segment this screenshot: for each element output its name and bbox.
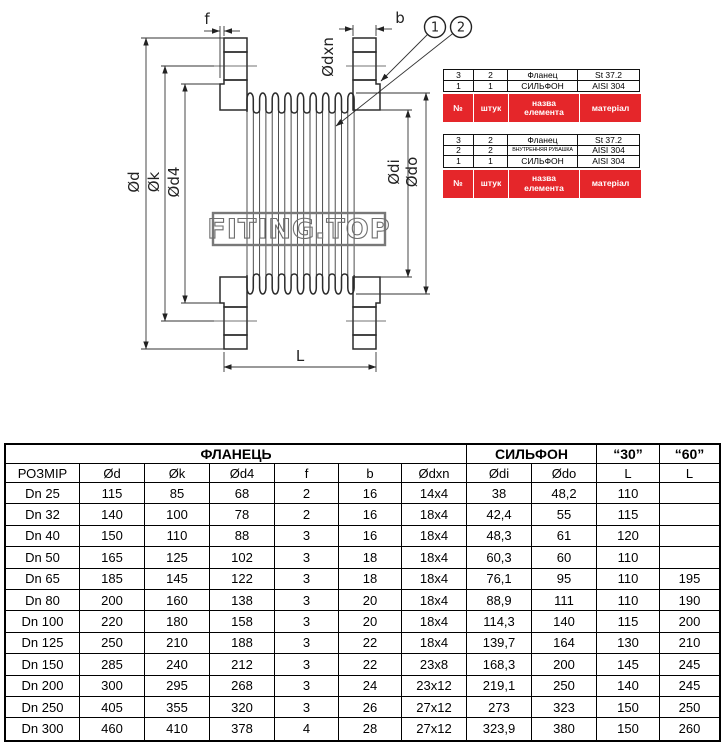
spec-cell: 160 <box>145 590 210 611</box>
spec-row-size: Dn 40 <box>6 526 80 547</box>
spec-cell: 23x12 <box>402 676 467 697</box>
spec-row-size: Dn 300 <box>6 718 80 739</box>
bom-header-cell: № <box>443 94 473 122</box>
dim-label-d: Ød <box>125 171 143 193</box>
spec-cell: 245 <box>660 654 719 675</box>
spec-cell: 295 <box>145 676 210 697</box>
flange-right <box>353 38 380 349</box>
spec-row-size: Dn 50 <box>6 547 80 568</box>
spec-cell: 3 <box>275 676 339 697</box>
spec-cell: 180 <box>145 611 210 632</box>
spec-cell: 18x4 <box>402 590 467 611</box>
bom-cell: St 37.2 <box>578 70 639 81</box>
bom-cell: AISI 304 <box>592 80 625 91</box>
spec-cell: 22 <box>339 654 402 675</box>
spec-cell: 26 <box>339 697 402 718</box>
spec-cell: 380 <box>532 718 597 739</box>
spec-cell: 355 <box>145 697 210 718</box>
spec-cell: 55 <box>532 504 597 525</box>
spec-cell: 130 <box>597 633 660 654</box>
spec-cell: 3 <box>275 633 339 654</box>
spec-cell: 111 <box>532 590 597 611</box>
bom-header-cell: назва елемента <box>509 170 579 198</box>
spec-cell: 42,4 <box>467 504 532 525</box>
bom-cell: Фланец <box>508 70 578 81</box>
spec-cell: 150 <box>597 718 660 739</box>
spec-cell: 20 <box>339 590 402 611</box>
bom-cell: СИЛЬФОН <box>508 81 578 92</box>
bom-cell: 2 <box>474 146 508 157</box>
bom-cell: 3 <box>444 70 474 81</box>
spec-cell: 165 <box>80 547 145 568</box>
bom-cell: ВНУТРЕННЯЯ РУБАШКА <box>508 146 578 157</box>
spec-cell: 16 <box>339 483 402 504</box>
spec-column-header: Ød <box>80 464 145 483</box>
spec-cell: 18x4 <box>402 547 467 568</box>
spec-cell: 110 <box>597 547 660 568</box>
spec-cell: 3 <box>275 654 339 675</box>
spec-cell: 250 <box>532 676 597 697</box>
bom-header-cell: назва елемента <box>509 94 579 122</box>
spec-row-size: Dn 65 <box>6 569 80 590</box>
spec-cell: 110 <box>597 590 660 611</box>
spec-cell: 260 <box>678 721 701 737</box>
spec-column-header: L <box>660 464 719 483</box>
spec-row-size: Dn 125 <box>6 633 80 654</box>
bom-header-cell: матеріал <box>580 94 641 122</box>
spec-cell: 60,3 <box>467 547 532 568</box>
dim-label-dxn: Ødxn <box>319 37 337 77</box>
bom-table-2-header <box>443 170 640 198</box>
bolt-centerlines <box>214 66 386 321</box>
bom-cell: St 37.2 <box>578 135 639 146</box>
spec-cell: 220 <box>80 611 145 632</box>
bom-cell: 1 <box>474 156 508 167</box>
spec-row-size: Dn 250 <box>6 697 80 718</box>
spec-cell: 18x4 <box>402 504 467 525</box>
dim-L <box>224 347 376 372</box>
bom-cell: СИЛЬФОН <box>508 156 578 167</box>
spec-cell: 18 <box>339 547 402 568</box>
spec-cell: 16 <box>339 526 402 547</box>
spec-cell: 23x8 <box>402 654 467 675</box>
spec-cell: 3 <box>275 569 339 590</box>
spec-cell: 410 <box>145 718 210 739</box>
spec-cell <box>660 547 719 568</box>
spec-cell: 2 <box>275 504 339 525</box>
bellows-top-profile <box>247 93 354 113</box>
spec-table <box>4 443 721 742</box>
spec-cell: 3 <box>275 590 339 611</box>
spec-cell: 38 <box>467 483 532 504</box>
spec-cell: 185 <box>80 569 145 590</box>
watermark-text: FITING.TOP <box>207 214 391 245</box>
bom-cell: 1 <box>444 81 474 92</box>
spec-cell: 195 <box>660 569 719 590</box>
bom-table-1 <box>443 69 640 122</box>
bellows-bottom-profile <box>247 274 354 294</box>
spec-cell: 188 <box>210 633 275 654</box>
spec-cell: 300 <box>80 676 145 697</box>
bom-header-cell: штук <box>474 170 508 198</box>
spec-cell: 138 <box>210 590 275 611</box>
spec-cell: 285 <box>80 654 145 675</box>
spec-cell: 268 <box>210 676 275 697</box>
spec-cell: 4 <box>275 718 339 739</box>
spec-cell: 18x4 <box>402 633 467 654</box>
spec-cell <box>660 483 719 504</box>
spec-cell: 78 <box>210 504 275 525</box>
spec-cell: 60 <box>532 547 597 568</box>
spec-cell: 28 <box>339 718 402 739</box>
spec-cell: 190 <box>660 590 719 611</box>
bom-table-2-rows <box>443 134 640 168</box>
dim-label-d4: Ød4 <box>165 166 183 198</box>
spec-group-header: ФЛАНЕЦЬ <box>6 445 467 464</box>
spec-cell: 200 <box>532 654 597 675</box>
dim-label-f: f <box>204 10 210 28</box>
spec-group-header: “30” <box>597 445 660 464</box>
spec-column-header: Ødi <box>467 464 532 483</box>
spec-cell: 110 <box>597 483 660 504</box>
bellows-inner-sleeve <box>247 111 354 276</box>
bom-cell: 1 <box>474 81 508 92</box>
spec-cell: 323,9 <box>467 718 532 739</box>
spec-cell: 18x4 <box>402 526 467 547</box>
spec-row-size: Dn 25 <box>6 483 80 504</box>
spec-row-size: Dn 150 <box>6 654 80 675</box>
spec-cell: 323 <box>532 697 597 718</box>
spec-cell: 3 <box>275 547 339 568</box>
spec-cell: 100 <box>145 504 210 525</box>
spec-cell: 250 <box>80 633 145 654</box>
spec-cell: 210 <box>660 633 719 654</box>
spec-cell: 3 <box>275 697 339 718</box>
spec-row-size: Dn 80 <box>6 590 80 611</box>
spec-cell: 200 <box>80 590 145 611</box>
spec-cell: 22 <box>339 633 402 654</box>
spec-cell: 158 <box>210 611 275 632</box>
spec-cell: 320 <box>210 697 275 718</box>
bom-cell: 1 <box>444 156 474 167</box>
spec-row-size: Dn 200 <box>6 676 80 697</box>
spec-cell: 20 <box>339 611 402 632</box>
spec-cell <box>660 504 719 525</box>
bom-header-cell: № <box>443 170 473 198</box>
spec-cell: 273 <box>467 697 532 718</box>
spec-cell: 168,3 <box>467 654 532 675</box>
spec-cell: 115 <box>597 504 660 525</box>
spec-cell: 250 <box>660 697 719 718</box>
bom-table-1-rows <box>443 69 640 92</box>
spec-cell: 61 <box>532 526 597 547</box>
spec-cell: 150 <box>597 697 660 718</box>
spec-cell: 210 <box>145 633 210 654</box>
spec-cell: 88 <box>210 526 275 547</box>
spec-column-header: Ødxn <box>402 464 467 483</box>
spec-row-size: Dn 100 <box>6 611 80 632</box>
spec-cell: 150 <box>80 526 145 547</box>
dim-label-do: Ødo <box>403 156 421 188</box>
spec-cell: 110 <box>145 526 210 547</box>
spec-cell: 110 <box>597 569 660 590</box>
dim-f <box>204 10 240 78</box>
spec-cell: 102 <box>210 547 275 568</box>
spec-cell: 240 <box>145 654 210 675</box>
spec-cell: 139,7 <box>467 633 532 654</box>
spec-cell: 405 <box>80 697 145 718</box>
bom-cell: 2 <box>474 70 508 81</box>
bom-table-2 <box>443 134 640 198</box>
spec-row-size: Dn 32 <box>6 504 80 525</box>
spec-cell: 219,1 <box>467 676 532 697</box>
dim-label-k: Øk <box>145 171 163 193</box>
spec-cell: 48,3 <box>467 526 532 547</box>
spec-cell: 85 <box>145 483 210 504</box>
spec-column-header: f <box>275 464 339 483</box>
spec-cell: 140 <box>597 676 660 697</box>
spec-cell: 3 <box>275 611 339 632</box>
spec-cell: 24 <box>339 676 402 697</box>
spec-cell: 16 <box>339 504 402 525</box>
dim-di <box>356 110 412 277</box>
spec-cell: 140 <box>80 504 145 525</box>
dim-label-L: L <box>295 347 305 365</box>
bom-cell: 2 <box>444 146 474 157</box>
spec-cell: 460 <box>80 718 145 739</box>
spec-cell: 3 <box>275 526 339 547</box>
spec-cell: 140 <box>532 611 597 632</box>
balloon-2-number: 2 <box>456 20 466 36</box>
spec-group-header: “60” <box>660 445 719 464</box>
spec-cell: 48,2 <box>532 483 597 504</box>
flange-left <box>220 38 247 349</box>
spec-cell: 212 <box>210 654 275 675</box>
spec-cell: 2 <box>275 483 339 504</box>
dim-b <box>339 9 405 36</box>
spec-cell: 122 <box>210 569 275 590</box>
spec-column-header: РОЗМІР <box>6 464 80 483</box>
spec-cell: 18 <box>339 569 402 590</box>
dim-do <box>356 93 430 294</box>
dim-d4 <box>165 84 220 303</box>
spec-cell: 115 <box>80 483 145 504</box>
spec-cell: 114,3 <box>467 611 532 632</box>
balloon-1-number: 1 <box>430 20 440 36</box>
bom-cell: 2 <box>474 135 508 146</box>
spec-table-grid <box>6 445 719 740</box>
spec-cell: 68 <box>210 483 275 504</box>
spec-cell: 27x12 <box>402 718 467 739</box>
spec-column-header: b <box>339 464 402 483</box>
spec-cell: 120 <box>597 526 660 547</box>
spec-cell: 18x4 <box>402 611 467 632</box>
spec-cell: 378 <box>210 718 275 739</box>
spec-cell: 115 <box>597 611 660 632</box>
dim-label-di: Ødi <box>385 159 403 185</box>
spec-cell: 88,9 <box>467 590 532 611</box>
spec-cell: 245 <box>660 676 719 697</box>
spec-cell: 95 <box>532 569 597 590</box>
spec-cell: 125 <box>145 547 210 568</box>
bom-cell: Фланец <box>508 135 578 146</box>
spec-cell: 145 <box>145 569 210 590</box>
watermark <box>207 213 390 245</box>
spec-column-header: L <box>597 464 660 483</box>
bom-table-1-header <box>443 94 640 122</box>
spec-column-header: Øk <box>145 464 210 483</box>
bom-cell: AISI 304 <box>592 156 625 167</box>
spec-group-header: СИЛЬФОН <box>467 445 597 464</box>
spec-cell <box>660 526 719 547</box>
bom-cell: AISI 304 <box>578 146 639 157</box>
bom-header-cell: штук <box>474 94 508 122</box>
spec-column-header: Ødo <box>532 464 597 483</box>
spec-cell: 14x4 <box>402 483 467 504</box>
dim-label-b: b <box>395 9 405 27</box>
spec-cell: 145 <box>597 654 660 675</box>
spec-cell: 164 <box>532 633 597 654</box>
spec-column-header: Ød4 <box>210 464 275 483</box>
spec-cell: 200 <box>660 611 719 632</box>
spec-cell: 76,1 <box>467 569 532 590</box>
bom-cell: 3 <box>444 135 474 146</box>
spec-cell: 18x4 <box>402 569 467 590</box>
spec-cell: 27x12 <box>402 697 467 718</box>
bom-header-cell: матеріал <box>580 170 641 198</box>
